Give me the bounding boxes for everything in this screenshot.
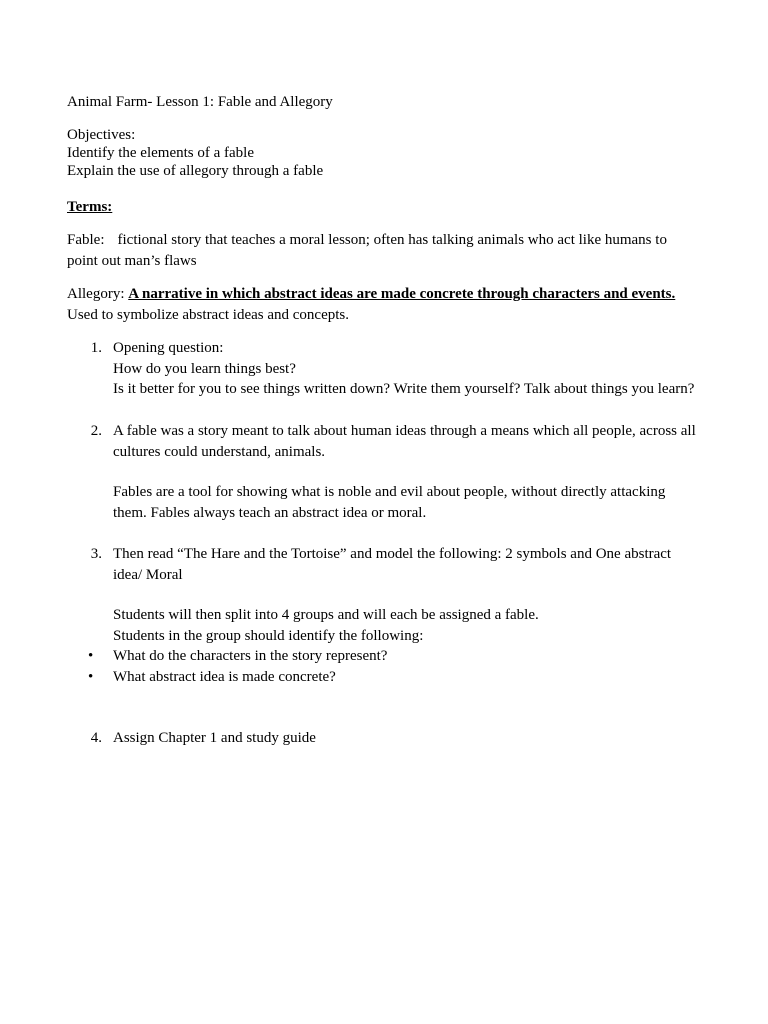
list-number: 1. (90, 340, 102, 356)
list-number: 2. (90, 423, 102, 439)
bullet-glyph: • (88, 669, 94, 685)
list-line: Students in the group should identify the following: (113, 627, 424, 644)
list-number: 3. (90, 546, 102, 562)
bullet-item: What do the characters in the story represent? (113, 648, 388, 664)
bullet-glyph: • (88, 648, 94, 664)
list-item-assign-chapter: Assign Chapter 1 and study guide (113, 730, 316, 746)
fable-label: Fable: (67, 232, 105, 248)
fable-definition: fictional story that teaches a moral lesson; often has talking animals who act like humans to (117, 232, 667, 248)
allegory-usage: Used to symbolize abstract ideas and concepts. (67, 307, 349, 323)
list-item-paragraph (113, 605, 713, 646)
list-line: Then read “The Hare and the Tortoise” and model the following: 2 symbols and One abstract (113, 546, 672, 562)
list-line: A fable was a story meant to talk about human ideas through a means which all people, across all (113, 423, 696, 439)
list-line: Students will then split into 4 groups and will each be assigned a fable. (113, 607, 539, 623)
list-line: them. Fables always teach an abstract idea or moral. (113, 504, 427, 521)
lesson-title: Animal Farm- Lesson 1: Fable and Allegory (67, 94, 333, 110)
objective-item: Identify the elements of a fable (67, 145, 255, 161)
list-item-opening-question (113, 338, 713, 400)
list-number: 4. (90, 730, 102, 746)
list-line: Is it better for you to see things written down? Write them yourself? Talk about things you learn? (113, 381, 695, 397)
allegory-label: Allegory: (67, 286, 125, 302)
list-item-fable-explanation (113, 421, 713, 462)
list-item-paragraph (113, 482, 713, 523)
bullet-item: What abstract idea is made concrete? (113, 669, 336, 685)
objective-item: Explain the use of allegory through a fable (67, 163, 324, 179)
list-line: cultures could understand, animals. (113, 443, 326, 460)
list-line: Fables are a tool for showing what is noble and evil about people, without directly attacking (113, 484, 666, 500)
allegory-definition: A narrative in which abstract ideas are made concrete through characters and events. (128, 286, 676, 302)
list-line: idea/ Moral (113, 566, 183, 583)
objectives-heading: Objectives: (67, 127, 136, 143)
terms-heading: Terms: (67, 199, 113, 215)
list-item-hare-tortoise (113, 544, 713, 585)
list-line: How do you learn things best? (113, 360, 296, 377)
allegory-term (67, 284, 675, 305)
fable-definition-cont: point out man’s flaws (67, 253, 197, 269)
list-line: Opening question: (113, 340, 224, 356)
fable-term (67, 230, 667, 251)
